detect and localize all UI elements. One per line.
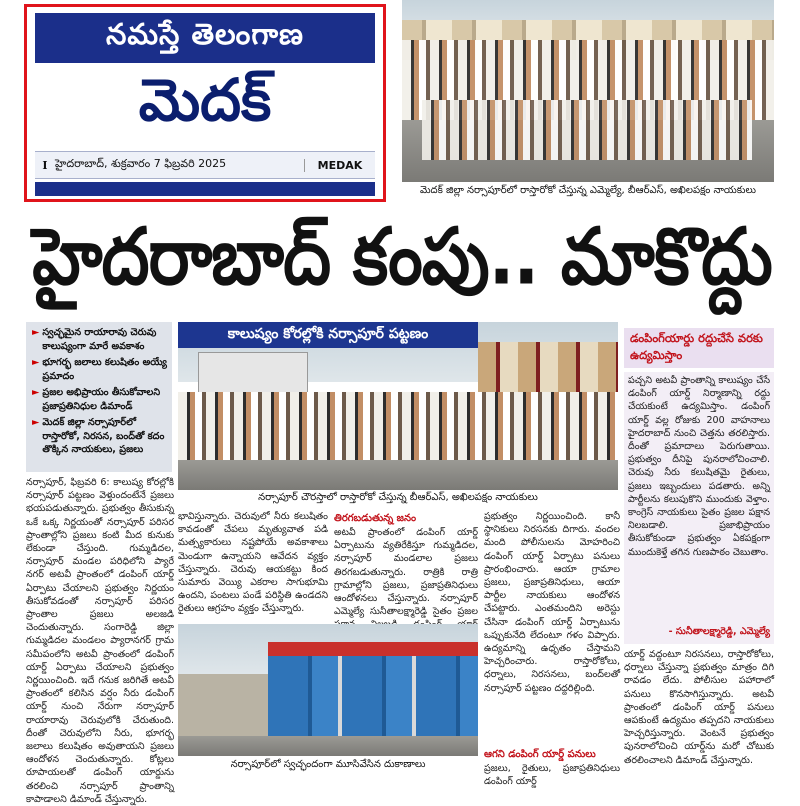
headline: హైదరాబాద్ కంపు.. మాకొద్దు (32, 212, 772, 303)
issue-mark: I (42, 158, 48, 172)
sidebox (624, 372, 774, 644)
top-photo-caption: మెదక్ జిల్లా నర్సాపూర్‌లో రాస్తారోకో చేస్తున్న ఎమ్మెల్యే, బీఆర్‌ఎస్, అఖిలపక్షం నాయకులు (419, 185, 757, 196)
bottom-photo (178, 624, 478, 756)
col4-tail: ప్రజలు, రైతులు, ప్రజాప్రతినిధులు డంపింగ్ యార్డ్ (484, 763, 620, 788)
article-column-1: నర్సాపూర్, ఫిబ్రవరి 6: కాలుష్య కోరల్లోకి నర్సాపూర్ పట్టణం వెళ్తుందంటేనే ప్రజలు భయపడుతున్నారు. ప్రభుత్వం తీసుకున్న ఒకే ఒక్క నిర్ణయంతో నర్సాపూర్ పరిసర ప్రాంతాల్లోని ప్రజలు కంటి మీద కునుకు లేకుండా చేస్తుంది. గుమ్మడిదల, నర్సాపూర్ మండల పరిధిలోని ప్యారే నగర్ అటవీ ప్రాంతంలో డంపింగ్ యార్డ్ ఏర్పాటు చేయాలని ప్రభుత్వం నిర్ణయం తీసుకోవడంతో నర్సాపూర్ పరిసర ప్రాంతాల ప్రజలు అలజడి చెందుతున్నారు. సంగారెడ్డి జిల్లా గుమ్మడిదల మండలం ప్యారానగర్ గ్రామ సమీపంలోని అటవీ ప్రాంతంలో డంపింగ్ యార్డ్ ఏర్పాటు చేయాలని ప్రభుత్వం నిర్ణయించింది. ఇదే గనుక జరిగితే అటవీ ప్రాంతంలో కలిసిన వర్షం నీరు డంపింగ్ యార్డ్ నుంచి నేరుగా నర్సాపూర్ రాయారావు చెరువులోకి చేరుతుంది. దీంతో చెరువులోని నీరు, భూగర్భ జలాలు కలుషితం అవుతాయని ప్రజలు ఆందోళన చెందుతున్నారు. కోట్లలు రూపాయలతో డంపింగ్ యార్డును తరలించి నర్సాపూర్ ప్రాంతాన్ని కాపాడాలని డిమాండ్ చేస్తున్నారు. (26, 477, 174, 805)
bottom-photo-caption: నర్సాపూర్‌లో స్వచ్ఛందంగా మూసివేసిన దుకాణాలు (230, 759, 426, 770)
sidebox-body: పచ్చని అటవీ ప్రాంతాన్ని కాలుష్యం చేసే డంపింగ్ యార్డ్ నిర్మాణాన్ని రద్దు చేయకుంటే ఉద్యమిస్తాం. డంపింగ్ యార్డ్ వల్ల రోజుకు 200 వాహనాలు హైదరాబాద్ నుంచి చెత్తను తరలిస్తారు. దీంతో ప్రమాదాలు పెరుగుతాయి. ప్రభుత్వం దీనిపై పునరాలోచించాలి. చెరువు నీరు కలుషితమై రైతులు, ప్రజలు ఇబ్బందులు పడతారు. అన్ని పార్టీలను కలుపుకొని ముందుకు వెళ్తాం. కాంగ్రెస్ నాయకులు సైతం ప్రజల పక్షాన నిలబడాలి. ప్రజాభిప్రాయం తీసుకోకుండా ప్రభుత్వం ఏకపక్షంగా ముందుకెళ్తే తగిన గుణపాఠం చెబుతాం. (628, 375, 770, 558)
bullet-item: ► స్వచ్ఛమైన రాయారావు చెరువు కాలుష్యంగా మారే అవకాశం (32, 327, 157, 352)
center-photo-overlay-title: కాలుష్యం కోరల్లోకి నర్సాపూర్ పట్టణం (178, 322, 478, 348)
masthead-footer-band (35, 182, 375, 196)
sidebox-signature: - సునీతాలక్ష్మారెడ్డి, ఎమ్మెల్యే (668, 626, 770, 637)
bullet-item: ► భూగర్భ జలాలు కలుషితం అయ్యే ప్రమాదం (32, 357, 167, 382)
top-photo (402, 0, 774, 182)
sidebox-title: డంపింగ్‌యార్డు రద్దుచేసే వరకు ఉద్యమిస్తాం (624, 328, 774, 368)
dateline: హైదరాబాద్, శుక్రవారం 7 ఫిబ్రవరి 2025 (55, 157, 227, 170)
masthead-edition: మెదక్ (35, 65, 375, 149)
bullet-points (26, 322, 172, 472)
article-column-5: యార్డ్ వద్దంటూ నిరసనలు, రాస్తారోకోలు, ధర్నాలు చేస్తున్నా ప్రభుత్వం మాత్రం దిగి రావడం లేదు. పోలీసుల పహారాలో పనులు కొనసాగిస్తున్నారు. అటవీ ప్రాంతంలో డంపింగ్ యార్డ్ పనులు ఆపకుంటే ఉద్యమం తప్పదని నాయకులు హెచ్చరిస్తున్నారు. వెంటనే ప్రభుత్వం పునరాలోచించి యార్డ్‌ను మరో చోటుకు తరలించాలని డిమాండ్ చేస్తున్నారు. (624, 649, 774, 766)
article-column-3: అటవీ ప్రాంతంలో డంపింగ్ యార్డ్ ఏర్పాటును వ్యతిరేకిస్తూ గుమ్మడిదల, నర్సాపూర్ మండలాల ప్రజలు తిరగబడుతున్నారు. రాత్రికి రాత్రి గ్రామాల్లోని ప్రజలు, ప్రజాప్రతినిధులు ఆందోళనలు చేస్తున్నారు. నర్సాపూర్ ఎమ్మెల్యే సునీతాలక్ష్మారెడ్డి సైతం ప్రజల (334, 527, 478, 618)
article-column-4: ప్రభుత్వం నిర్ణయించింది. కానీ స్థానికులు నిరసనకు దిగారు. వందల మంది పోలీసులను మోహరించి డంపింగ్ యార్డ్ ఏర్పాటు పనులు ప్రారంభించారు. ఆయా గ్రామాల ప్రజలు, ప్రజాప్రతినిధులు, ఆయా పార్టీల నాయకులు ఆందోళన చేపట్టారు. ఎంతమందిని అరెస్టు చేసినా డంపింగ్ యార్డ్ ఏర్పాటును ఒప్పుకునేది లేదంటూ గళం విప్పారు. ఉద్యమాన్ని ఉధృతం చేస్తామని హెచ్చరించారు. రాస్తారోకోలు, ధర్నాలు, నిరసనలు, బంద్‌లతో నర్సాపూర్ పట్టణం దద్దరిల్లింది. (484, 511, 620, 694)
col3-subhead: తిరగబడుతున్న జనం (334, 513, 417, 524)
col4-subhead: ఆగని డంపింగ్ యార్డ్ పనులు (484, 749, 596, 760)
masthead (24, 4, 386, 202)
masthead-brand: నమస్తే తెలంగాణ (35, 13, 375, 63)
article-column-2: భావిస్తున్నారు. చెరువులో నీరు కలుషితం కావడంతో చేపలు మృత్యువాత పడి మత్స్యకారులు నష్టపోయే అవకాశాలు మెండుగా ఉన్నాయని ఆవేదన వ్యక్తం చేస్తున్నారు. చెరువు ఆయకట్టు కింద సుమారు వెయ్యి ఎకరాల సాగుభూమి ఉందని, పంటలు పండే పరిస్థితి ఉండదని రైతులు ఆగ్రహం వ్యక్తం చేస్తున్నారు. (178, 511, 328, 615)
bullet-item: ► మెదక్ జిల్లా నర్సాపూర్‌లో రాస్తారోకో, నిరసన, బంద్‌తో కదం తొక్కిన నాయకులు, ప్రజలు (32, 417, 165, 455)
center-photo-caption: నర్సాపూర్ చౌరస్తాలో రాస్తారోకో చేస్తున్న బీఆర్‌ఎస్, అఖిలపక్షం నాయకులు (258, 492, 538, 503)
bullet-item: ► ప్రజల అభిప్రాయం తీసుకోవాలని ప్రజాప్రతినిధుల డిమాండ్ (32, 387, 161, 412)
edition-en: MEDAK (304, 159, 375, 172)
masthead-dateline-bar (35, 151, 375, 179)
